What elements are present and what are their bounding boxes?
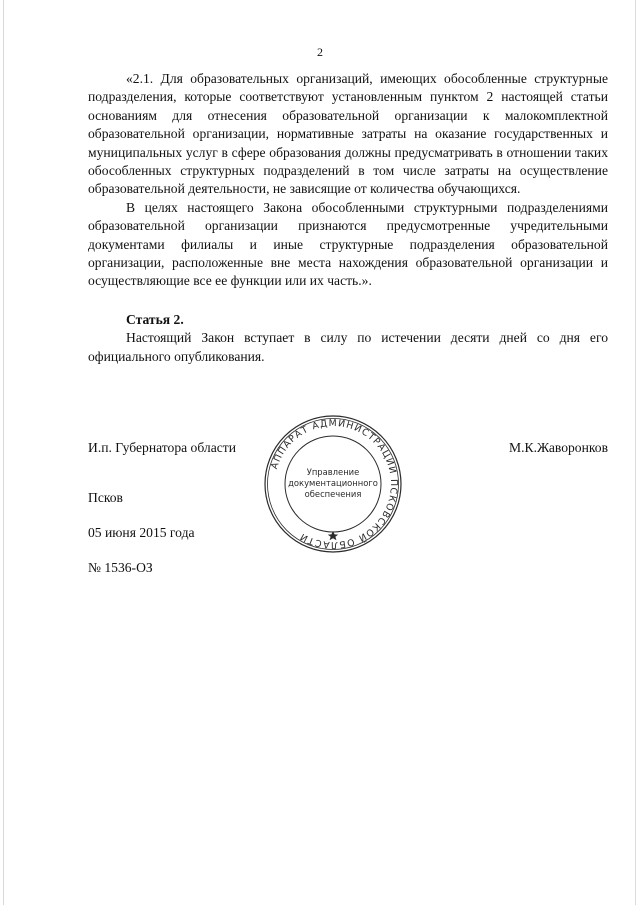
paragraph-definition: В целях настоящего Закона обособленными структурными подразделениями образовательной организации признаются предусмотренные учредительными документами филиалы и иные структурные подразделения образовательной организации, расположенные вне места нахождения образовательной организации и осуществляющие все ее функции или их часть.». xyxy=(88,199,608,289)
stamp-center-line-3: обеспечения xyxy=(304,489,362,499)
document-number: № 1536-ОЗ xyxy=(88,560,153,575)
page-number: 2 xyxy=(317,45,323,59)
scan-edge-left xyxy=(3,0,4,905)
stamp-center-line-1: Управление xyxy=(306,467,360,477)
date: 05 июня 2015 года xyxy=(88,525,195,540)
article-text: Настоящий Закон вступает в силу по истечении десяти дней со дня его официального опубликования. xyxy=(88,330,608,364)
official-stamp xyxy=(262,413,404,555)
stamp-ring-text: АППАРАТ АДМИНИСТРАЦИИ ПСКОВСКОЙ ОБЛАСТИ xyxy=(269,417,400,551)
scan-edge-right xyxy=(635,0,636,905)
signer-name: М.К.Жаворонков xyxy=(509,440,608,455)
stamp-star-icon xyxy=(328,531,338,540)
paragraph-2-1: «2.1. Для образовательных организаций, имеющих обособленные структурные подразделения, которые соответствуют установленным пунктом 2 настоящей статьи основаниям для отнесения образовательной организации к малокомплектной образовательной организации, нормативные затраты на оказание государственных и муниципальных услуг в сфере образования должны предусматривать в отношении таких обособленных структурных подразделений в том числе затраты на осуществление образовательной деятельности, не зависящие от количества обучающихся. xyxy=(88,71,608,197)
signer-role: И.п. Губернатора области xyxy=(88,440,236,455)
article-title: Статья 2. xyxy=(126,311,184,327)
stamp-center-line-2: документационного xyxy=(288,478,378,488)
document-body xyxy=(88,70,608,366)
place: Псков xyxy=(88,490,123,505)
